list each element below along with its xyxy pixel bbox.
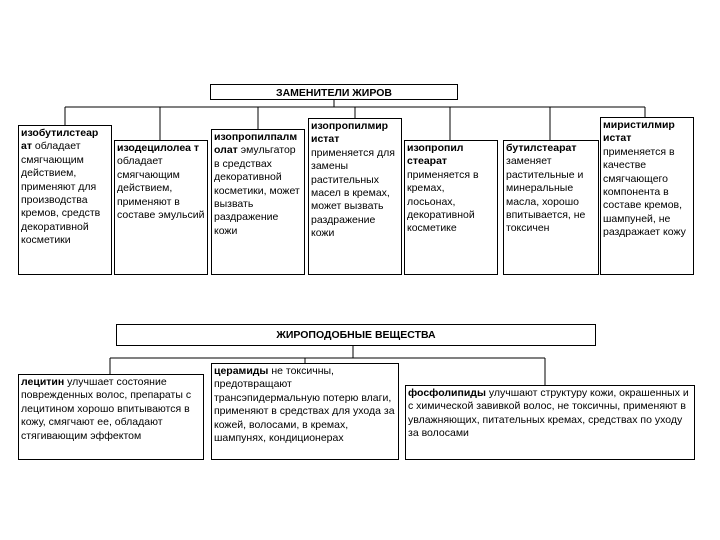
substitute-description: эмульгатор в средствах декоративной косметики, может вызвать раздражение кожи bbox=[214, 144, 300, 237]
substance-description: не токсичны, предотвращают трансэпидермальную потерю влаги, применяют в средствах для ухода за кожей, волосами, в кремах, шампунях, кондиционерах bbox=[214, 365, 395, 445]
substitute-description: заменяет растительные и минеральные масла, хорошо впитывается, не токсичен bbox=[506, 155, 586, 235]
substitute-isobutyl-stearate bbox=[18, 125, 112, 275]
substitute-isodecyl-oleate bbox=[114, 140, 208, 275]
substitute-isopropyl-palmitate bbox=[211, 129, 305, 275]
substitute-name: изопропилпалм олат bbox=[214, 131, 298, 157]
substitute-myristyl-myristate bbox=[600, 117, 694, 275]
substance-phospholipids bbox=[405, 385, 695, 460]
substitute-isopropyl-stearate bbox=[404, 140, 498, 275]
substitute-description: обладает смягчающим действием, применяют в составе эмульсий bbox=[117, 155, 205, 222]
fat-like-substances-title: ЖИРОПОДОБНЫЕ ВЕЩЕСТВА bbox=[276, 329, 436, 341]
substance-description: улучшают структуру кожи, окрашенных и с химической завивкой волос, не токсичны, применяют в увлажняющих, питательных кремах, средствах по уходу за волосами bbox=[408, 387, 689, 440]
substitute-name: бутилстеарат bbox=[506, 142, 577, 154]
substance-lecithin bbox=[18, 374, 204, 460]
substitute-description: применяется в качестве смягчающего компонента в составе кремов, шампуней, не раздражает кожу bbox=[603, 145, 686, 239]
fat-substitutes-header bbox=[210, 84, 458, 100]
substitute-isopropyl-myristate bbox=[308, 118, 402, 275]
fat-like-substances-header bbox=[116, 324, 596, 346]
substance-name: церамиды bbox=[214, 365, 269, 377]
substitute-name: изодецилолеа т bbox=[117, 142, 200, 154]
substitute-description: применяется в кремах, лосьонах, декоративной косметике bbox=[407, 168, 479, 235]
substance-ceramides bbox=[211, 363, 399, 460]
substance-name: лецитин bbox=[21, 376, 65, 388]
substitute-name: изопропилмир истат bbox=[311, 120, 389, 146]
substitute-description: применяется для замены растительных масел в кремах, может вызвать раздражение кожи bbox=[311, 146, 395, 240]
substance-description: улучшает состояние поврежденных волос, препараты с лецитином хорошо впитываются в кожу, смягчают ее, обладают стягивающим эффектом bbox=[21, 376, 192, 442]
substitute-name: изобутилстеар ат bbox=[21, 127, 99, 153]
substance-name: фосфолипиды bbox=[408, 387, 486, 399]
substitute-description: обладает смягчающим действием, применяют для производства кремов, средств декоративной косметики bbox=[21, 140, 101, 247]
substitute-name: изопропил стеарат bbox=[407, 142, 464, 168]
substitute-name: миристилмир истат bbox=[603, 119, 675, 145]
substitute-butyl-stearate bbox=[503, 140, 599, 275]
fat-substitutes-title: ЗАМЕНИТЕЛИ ЖИРОВ bbox=[276, 87, 392, 99]
